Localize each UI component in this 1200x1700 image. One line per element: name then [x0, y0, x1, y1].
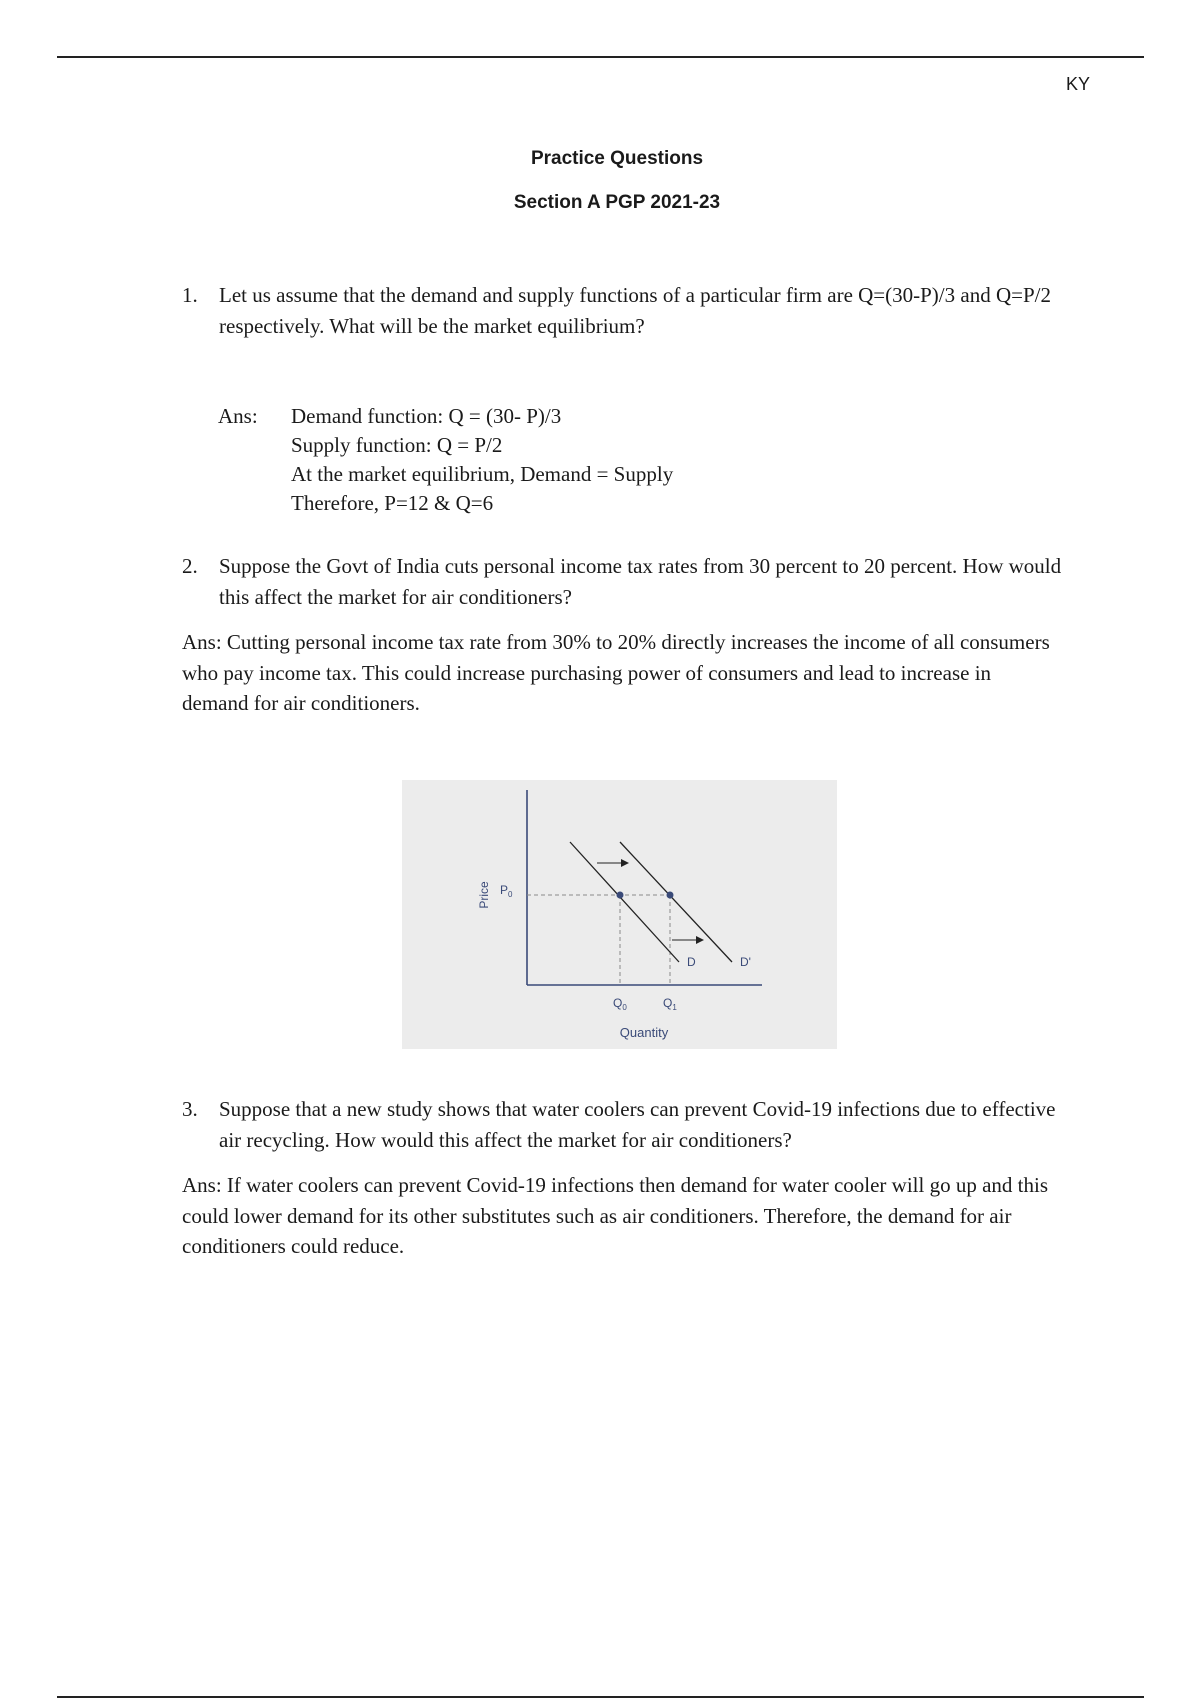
bottom-rule [57, 1696, 1144, 1698]
answer-line: Therefore, P=12 & Q=6 [291, 491, 494, 515]
q1-label: $Q_1$ [663, 996, 677, 1012]
page-subtitle: Section A PGP 2021-23 [513, 192, 721, 213]
demand-label-d: D [687, 955, 696, 969]
answer-line: Supply function: Q = P/2 [291, 433, 503, 457]
question-text: Suppose that a new study shows that water coolers can prevent Covid-19 infections due to effective air recycling. How would this affect the market for air conditioners? [219, 1097, 1056, 1152]
question-number: 3. [182, 1097, 198, 1121]
answer-line: At the market equilibrium, Demand = Supply [291, 462, 674, 486]
answer-2: Ans: Cutting personal income tax rate from 30% to 20% directly increases the income of all consumers who pay income tax. This could increase purchasing power of consumers and lead to increase in demand for air conditioners. [182, 630, 1050, 715]
q0-label: $Q_0$ [613, 996, 627, 1012]
page-title: Practice Questions [530, 148, 704, 169]
question-2 [182, 551, 1062, 613]
top-rule [57, 56, 1144, 58]
author-initials: KY [1065, 74, 1090, 94]
answer-1 [218, 402, 673, 518]
question-number: 2. [182, 554, 198, 578]
equilibrium-point-new [667, 892, 674, 899]
x-axis-label: Quantity [619, 1025, 669, 1040]
equilibrium-point-initial [617, 892, 624, 899]
demand-shift-figure [402, 780, 837, 1049]
question-text: Let us assume that the demand and supply functions of a particular firm are Q=(30-P)/3 and Q=P/2 respectively. What will be the market equilibrium? [219, 283, 1051, 338]
demand-curve-d-prime [620, 842, 732, 962]
demand-label-d-prime: D' [740, 955, 751, 969]
y-axis-label: Price [477, 881, 491, 909]
question-3 [182, 1094, 1062, 1156]
question-1 [182, 280, 1062, 342]
question-text: Suppose the Govt of India cuts personal income tax rates from 30 percent to 20 percent. How would this affect the market for air conditioners? [219, 554, 1062, 609]
demand-curve-d [570, 842, 679, 962]
answer-3: Ans: If water coolers can prevent Covid-19 infections then demand for water cooler will go up and this could lower demand for its other substitutes such as air conditioners. Therefore, the demand for air conditioners could reduce. [182, 1173, 1048, 1258]
answer-line: Demand function: Q = (30- P)/3 [291, 404, 562, 428]
question-number: 1. [182, 283, 198, 307]
price-label: $P_0$ [500, 883, 513, 899]
answer-label: Ans: [218, 404, 258, 428]
